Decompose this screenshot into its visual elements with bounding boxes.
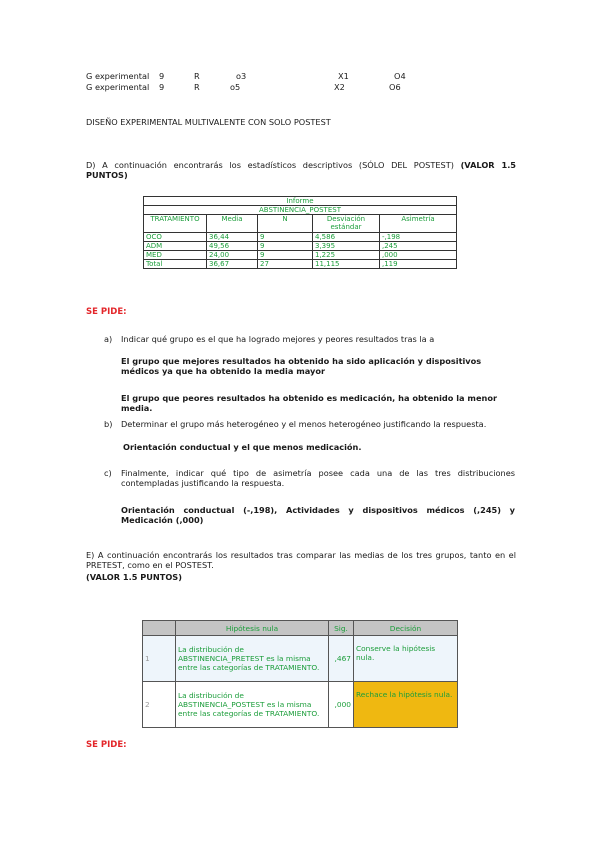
table-row: [144, 233, 457, 242]
cell: ,119: [380, 260, 457, 269]
header-decision: Decisión: [354, 621, 458, 636]
treatment: X2: [334, 82, 345, 92]
cell: 11,115: [313, 260, 380, 269]
se-pide-heading-2: SE PIDE:: [86, 740, 127, 750]
header-hipotesis: Hipótesis nula: [176, 621, 329, 636]
design-title: DISEÑO EXPERIMENTAL MULTIVALENTE CON SOLO POSTEST: [86, 117, 331, 127]
hypothesis-text: La distribución de ABSTINENCIA_PRETEST es la misma entre las categorías de TRATAMIENTO.: [176, 636, 329, 682]
header-tratamiento: TRATAMIENTO: [144, 215, 207, 233]
treatment: X1: [338, 71, 349, 81]
answer-a1: El grupo que mejores resultados ha obtenido ha sido aplicación y dispositivos médicos ya que ha obtenido la media mayor: [121, 356, 482, 376]
answer-a2: El grupo que peores resultados ha obtenido es medicación, ha obtenido la menor media.: [121, 393, 498, 413]
cell: 24,00: [207, 251, 258, 260]
cell: OCO: [144, 233, 207, 242]
cell: 36,44: [207, 233, 258, 242]
decision: Rechace la hipótesis nula.: [354, 682, 458, 728]
answer-c: Orientación conductual (-,198), Actividades y dispositivos médicos (,245) y Medicación (,000): [121, 505, 515, 525]
decision: Conserve la hipótesis nula.: [354, 636, 458, 682]
row-number: 1: [143, 636, 176, 682]
cell: 1,225: [313, 251, 380, 260]
question-a-label: a): [104, 334, 113, 344]
cell: 9: [258, 242, 313, 251]
cell: 3,395: [313, 242, 380, 251]
section-d-points: (VALOR 1.5 PUNTOS): [86, 160, 517, 180]
section-e-text: E) A continuación encontrarás los resultados tras comparar las medias de los tres grupos, tanto en el PRETEST, como en el POSTEST.: [86, 550, 516, 570]
section-d-body: D) A continuación encontrarás los estadísticos descriptivos (SÓLO DEL POSTEST): [86, 160, 461, 170]
group-n: 9: [159, 82, 165, 92]
header-sig: Sig.: [329, 621, 354, 636]
header-media: Media: [207, 215, 258, 233]
header-desviacion: Desviación estándar: [313, 215, 380, 233]
informe-table: [143, 196, 457, 269]
randomization: R: [194, 82, 200, 92]
table-row: [143, 682, 458, 728]
row-number: 2: [143, 682, 176, 728]
cell: ,245: [380, 242, 457, 251]
section-d-text: [86, 160, 516, 180]
cell: ,000: [380, 251, 457, 260]
header-blank: [143, 621, 176, 636]
cell: -,198: [380, 233, 457, 242]
informe-subtitle: ABSTINENCIA_POSTEST: [144, 206, 457, 215]
table-row: [144, 260, 457, 269]
cell: 36,67: [207, 260, 258, 269]
table-row: [143, 636, 458, 682]
header-asimetria: Asimetría: [380, 215, 457, 233]
question-b-label: b): [104, 419, 113, 429]
group-label: G experimental: [86, 82, 150, 92]
observation-2: O6: [389, 82, 401, 92]
header-n: N: [258, 215, 313, 233]
question-c-label: c): [104, 468, 112, 478]
cell: ADM: [144, 242, 207, 251]
cell: 4,586: [313, 233, 380, 242]
randomization: R: [194, 71, 200, 81]
section-e-points: (VALOR 1.5 PUNTOS): [86, 572, 182, 582]
sig-value: ,467: [329, 636, 354, 682]
hypothesis-text: La distribución de ABSTINENCIA_POSTEST es la misma entre las categorías de TRATAMIENTO.: [176, 682, 329, 728]
cell: 9: [258, 251, 313, 260]
observation-1: o3: [236, 71, 247, 81]
cell: MED: [144, 251, 207, 260]
question-b-text: Determinar el grupo más heterogéneo y el menos heterogéneo justificando la respuesta.: [121, 419, 487, 429]
cell: 9: [258, 233, 313, 242]
question-c-text: Finalmente, indicar qué tipo de asimetría posee cada una de las tres distribuciones contempladas justificando la respuesta.: [121, 468, 515, 488]
informe-title: Informe: [144, 197, 457, 206]
group-n: 9: [159, 71, 165, 81]
observation-2: O4: [394, 71, 406, 81]
cell: Total: [144, 260, 207, 269]
observation-1: o5: [230, 82, 241, 92]
table-row: [144, 242, 457, 251]
group-label: G experimental: [86, 71, 150, 81]
cell: 49,56: [207, 242, 258, 251]
sig-value: ,000: [329, 682, 354, 728]
cell: 27: [258, 260, 313, 269]
table-row: [144, 251, 457, 260]
question-a-text: Indicar qué grupo es el que ha logrado mejores y peores resultados tras la a: [121, 334, 435, 344]
se-pide-heading: SE PIDE:: [86, 307, 127, 317]
answer-b: Orientación conductual y el que menos medicación.: [123, 442, 362, 452]
hypothesis-table: [142, 620, 458, 728]
